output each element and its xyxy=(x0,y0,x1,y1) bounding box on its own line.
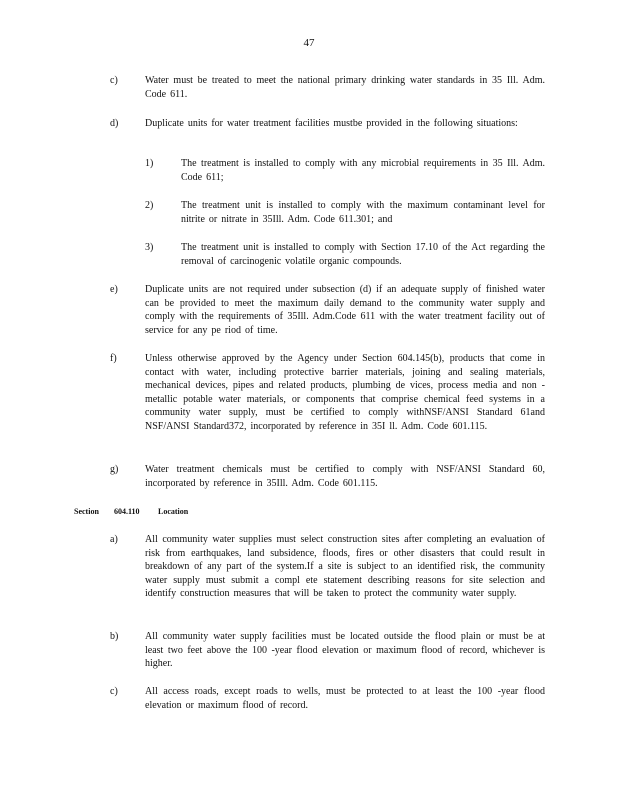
subitem-label: 3) xyxy=(145,242,154,253)
item-text: Water must be treated to meet the national primary drinking water standards in 35 Ill. Adm. Code 611. xyxy=(145,75,545,100)
subitem-label: 1) xyxy=(145,158,154,169)
subitem-label: 2) xyxy=(145,200,154,211)
page-number: 47 xyxy=(303,37,315,49)
paragraph-b xyxy=(110,630,545,671)
item-label: e) xyxy=(110,284,118,295)
paragraph-a xyxy=(110,533,545,601)
subitem-text: The treatment is installed to comply with any microbial requirements in 35 Ill. Adm. Code 611; xyxy=(181,158,545,183)
paragraph-c xyxy=(110,74,545,101)
item-label: b) xyxy=(110,631,119,642)
paragraph-f xyxy=(110,352,545,434)
item-label: d) xyxy=(110,118,119,129)
item-text: All access roads, except roads to wells, must be protected to at least the 100 -year flood elevation or maximum flood of record. xyxy=(145,686,545,711)
item-label: f) xyxy=(110,353,117,364)
item-text: All community water supply facilities must be located outside the flood plain or must be at least two feet above the 100 -year flood elevation or maximum flood of record, whichever is higher. xyxy=(145,631,545,670)
item-label: c) xyxy=(110,686,118,697)
paragraph-d xyxy=(110,117,545,131)
item-text: Duplicate units are not required under subsection (d) if an adequate supply of finished water can be provided to meet the maximum daily demand to the community water supply and comply with the requirements of 35Ill. Adm.Code 611 with the water treatment facility out of service for any pe riod of time. xyxy=(145,284,545,336)
paragraph-e xyxy=(110,283,545,337)
section-word: Section xyxy=(74,507,99,516)
item-label: g) xyxy=(110,464,119,475)
subitem-text: The treatment unit is installed to comply with Section 17.10 of the Act regarding the removal of carcinogenic volatile organic compounds. xyxy=(181,242,545,267)
item-text: Unless otherwise approved by the Agency under Section 604.145(b), products that come in contact with water, including protective barrier materials, joining and sealing materials, mechanical devices, pipes and related products, plumbing de vices, process media and non -metallic potable water materials, or components that comprise chemical feed systems in a community water supply, must be certified to comply withNSF/ANSI Standard 61and NSF/ANSI Standard372, incorporated by reference in 35I ll. Adm. Code 601.115. xyxy=(145,353,545,432)
item-label: c) xyxy=(110,75,118,86)
paragraph-c2 xyxy=(110,685,545,712)
item-label: a) xyxy=(110,534,118,545)
item-text: Water treatment chemicals must be certified to comply with NSF/ANSI Standard 60, incorporated by reference in 35Ill. Adm. Code 601.115. xyxy=(145,464,545,489)
subparagraph-2 xyxy=(145,199,545,226)
item-text: Duplicate units for water treatment facilities mustbe provided in the following situations: xyxy=(145,118,518,129)
section-number: 604.110 xyxy=(114,507,140,516)
item-text: All community water supplies must select construction sites after completing an evaluation of risk from earthquakes, land subsidence, floods, fires or other disasters that could result in breakdown of any part of the system.If a site is subject to an identified risk, the community water supply must submit a compl ete statement describing reasons for site selection and identify construction measures that will be taken to protect the community water supply. xyxy=(145,534,545,600)
paragraph-g xyxy=(110,463,545,490)
section-title: Location xyxy=(158,507,189,516)
subparagraph-1 xyxy=(145,157,545,184)
subparagraph-3 xyxy=(145,241,545,268)
subitem-text: The treatment unit is installed to comply with the maximum contaminant level for nitrite or nitrate in 35Ill. Adm. Code 611.301; and xyxy=(181,200,545,225)
